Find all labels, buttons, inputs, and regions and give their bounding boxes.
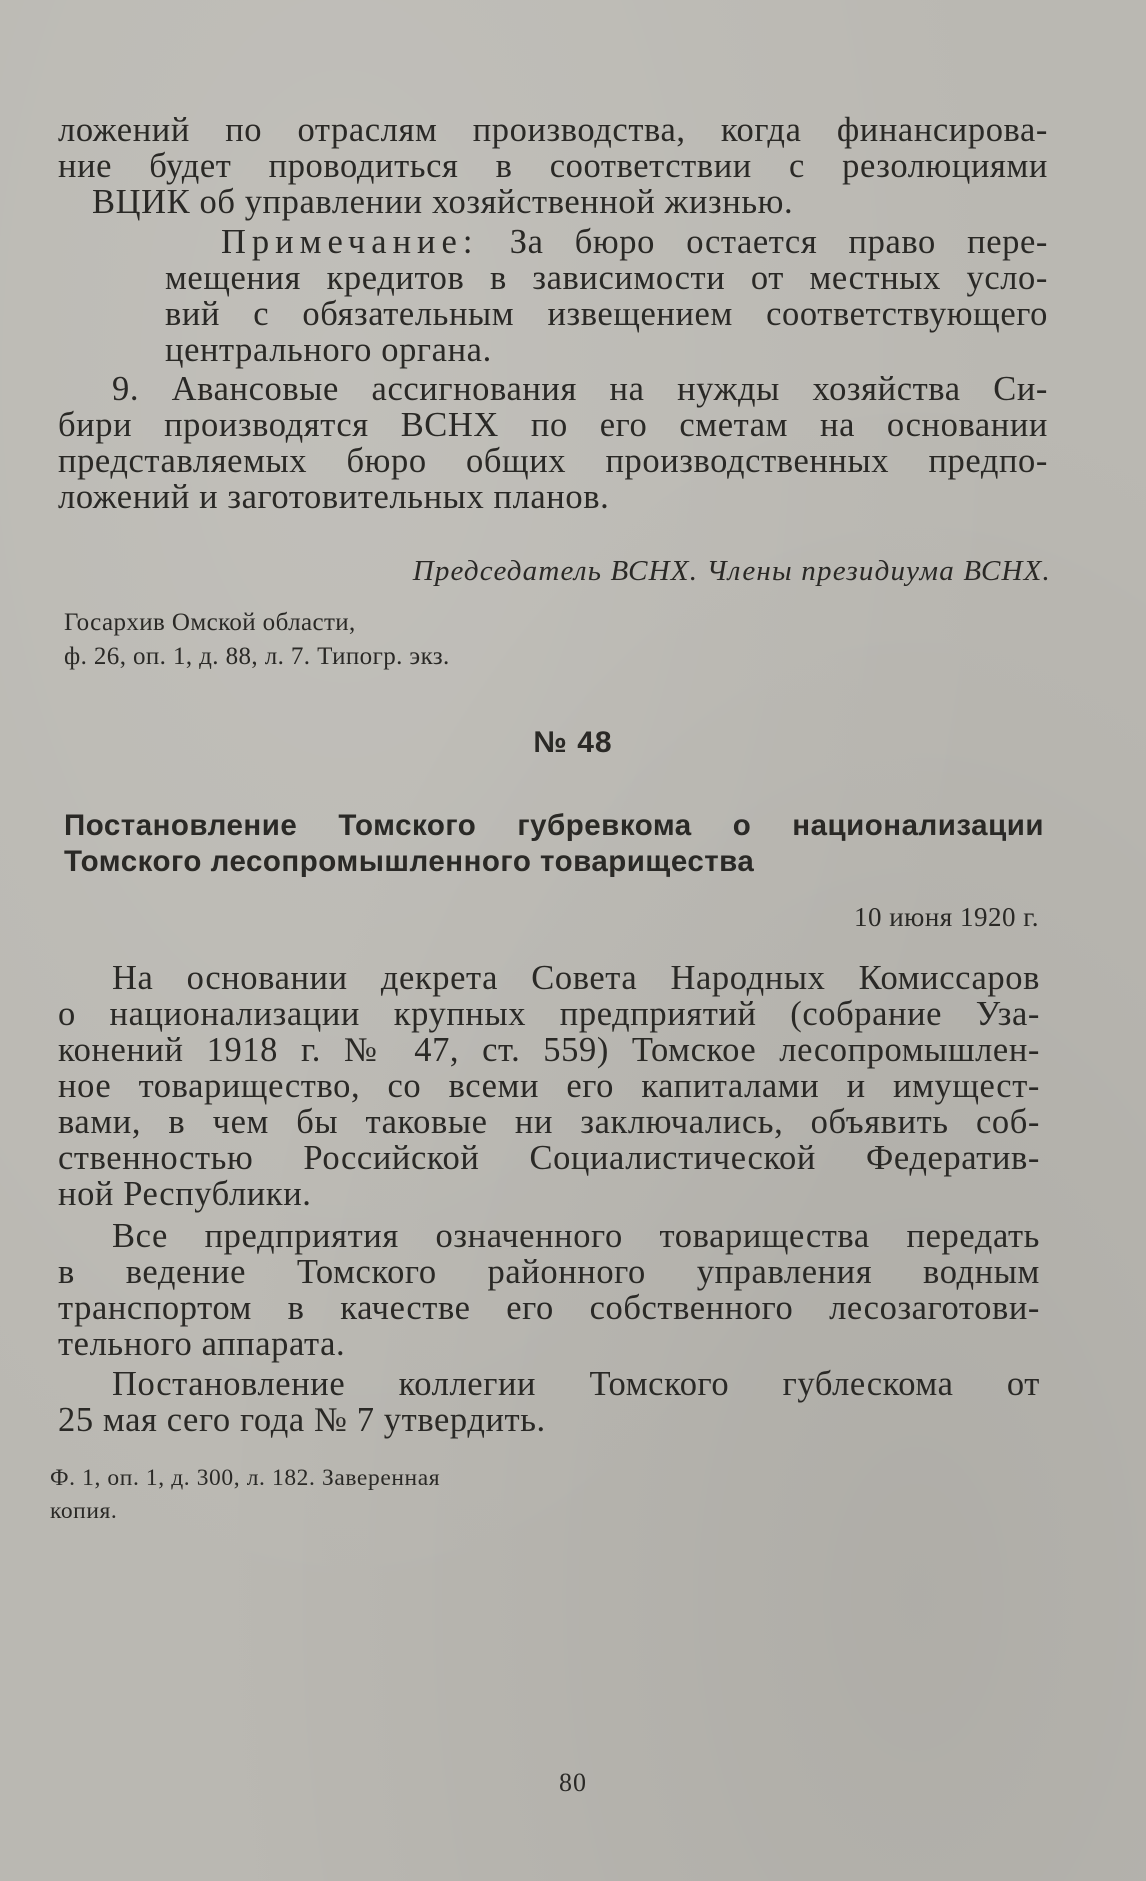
archive-reference-line: Госархив Омской области, — [64, 609, 356, 636]
paragraph-line: ложений по отраслям производства, когда финансирова- — [58, 111, 1048, 149]
paragraph-line: ное товарищество, со всеми его капиталами и имущест- — [58, 1067, 1040, 1105]
signature-line: Председатель ВСНХ. Члены президиума ВСНХ. — [412, 555, 1051, 587]
source-reference-line: Ф. 1, оп. 1, д. 300, л. 182. Заверенная — [50, 1465, 441, 1491]
item-9-paragraph — [58, 371, 1048, 515]
paragraph-line: бири производятся ВСНХ по его сметам на основании — [58, 406, 1048, 444]
paragraph-line: ложений и заготовительных планов. — [58, 478, 610, 516]
paragraph-line: ственностью Российской Социалистической Федератив- — [58, 1139, 1040, 1177]
note-first-line — [165, 224, 1048, 260]
paragraph-line: 25 мая сего года № 7 утвердить. — [58, 1401, 546, 1439]
note-label: Примечание: — [221, 223, 479, 261]
paragraph-line: вами, в чем бы таковые ни заключались, объявить соб- — [58, 1103, 1040, 1141]
paragraph-line: мещения кредитов в зависимости от местных усло- — [165, 259, 1048, 297]
paragraph-line: ние будет проводиться в соответствии с резолюциями — [58, 147, 1048, 185]
document-title — [64, 808, 1044, 880]
document-title-line: Постановление Томского губревкома о национализации — [64, 809, 1044, 842]
source-reference — [50, 1462, 440, 1528]
paragraph-line: ной Республики. — [58, 1175, 312, 1213]
document-title-line: Томского лесопромышленного товарищества — [64, 845, 755, 878]
body-paragraph — [58, 1218, 1040, 1362]
paragraph-line: Все предприятия означенного товарищества передать — [112, 1217, 1040, 1255]
paragraph-line: тельного аппарата. — [58, 1325, 346, 1363]
paragraph-line: 9. Авансовые ассигнования на нужды хозяйства Си- — [112, 370, 1048, 408]
document-date: 10 июня 1920 г. — [853, 902, 1039, 932]
paragraph-line: вий с обязательным извещением соответствующего — [165, 295, 1048, 333]
paragraph-line: На основании декрета Совета Народных Комиссаров — [112, 959, 1040, 997]
source-reference-line: копия. — [50, 1498, 118, 1524]
paragraph-line: в ведение Томского районного управления водным — [58, 1253, 1040, 1291]
paragraph-line: о национализации крупных предприятий (собрание Уза- — [58, 995, 1040, 1033]
paragraph-line: центрального органа. — [165, 331, 492, 369]
body-paragraph — [58, 1366, 1040, 1438]
paragraph-line: конений 1918 г. № 47, ст. 559) Томское лесопромышлен- — [58, 1031, 1040, 1069]
paragraph-line: ВЦИК об управлении хозяйственной жизнью. — [92, 183, 794, 221]
archive-reference — [64, 606, 450, 674]
paragraph-line: Постановление коллегии Томского гублескома от — [112, 1365, 1040, 1403]
paragraph-line: представляемых бюро общих производственных предпо- — [58, 442, 1048, 480]
continued-paragraph — [58, 112, 1048, 220]
note-paragraph — [165, 224, 1048, 368]
document-number: № 48 — [533, 726, 613, 759]
note-first-line-text: За бюро остается право пере- — [509, 223, 1048, 261]
archive-reference-line: ф. 26, оп. 1, д. 88, л. 7. Типогр. экз. — [64, 643, 450, 670]
page-number: 80 — [559, 1768, 587, 1797]
paragraph-line: транспортом в качестве его собственного лесозаготови- — [58, 1289, 1040, 1327]
body-paragraph — [58, 960, 1040, 1212]
